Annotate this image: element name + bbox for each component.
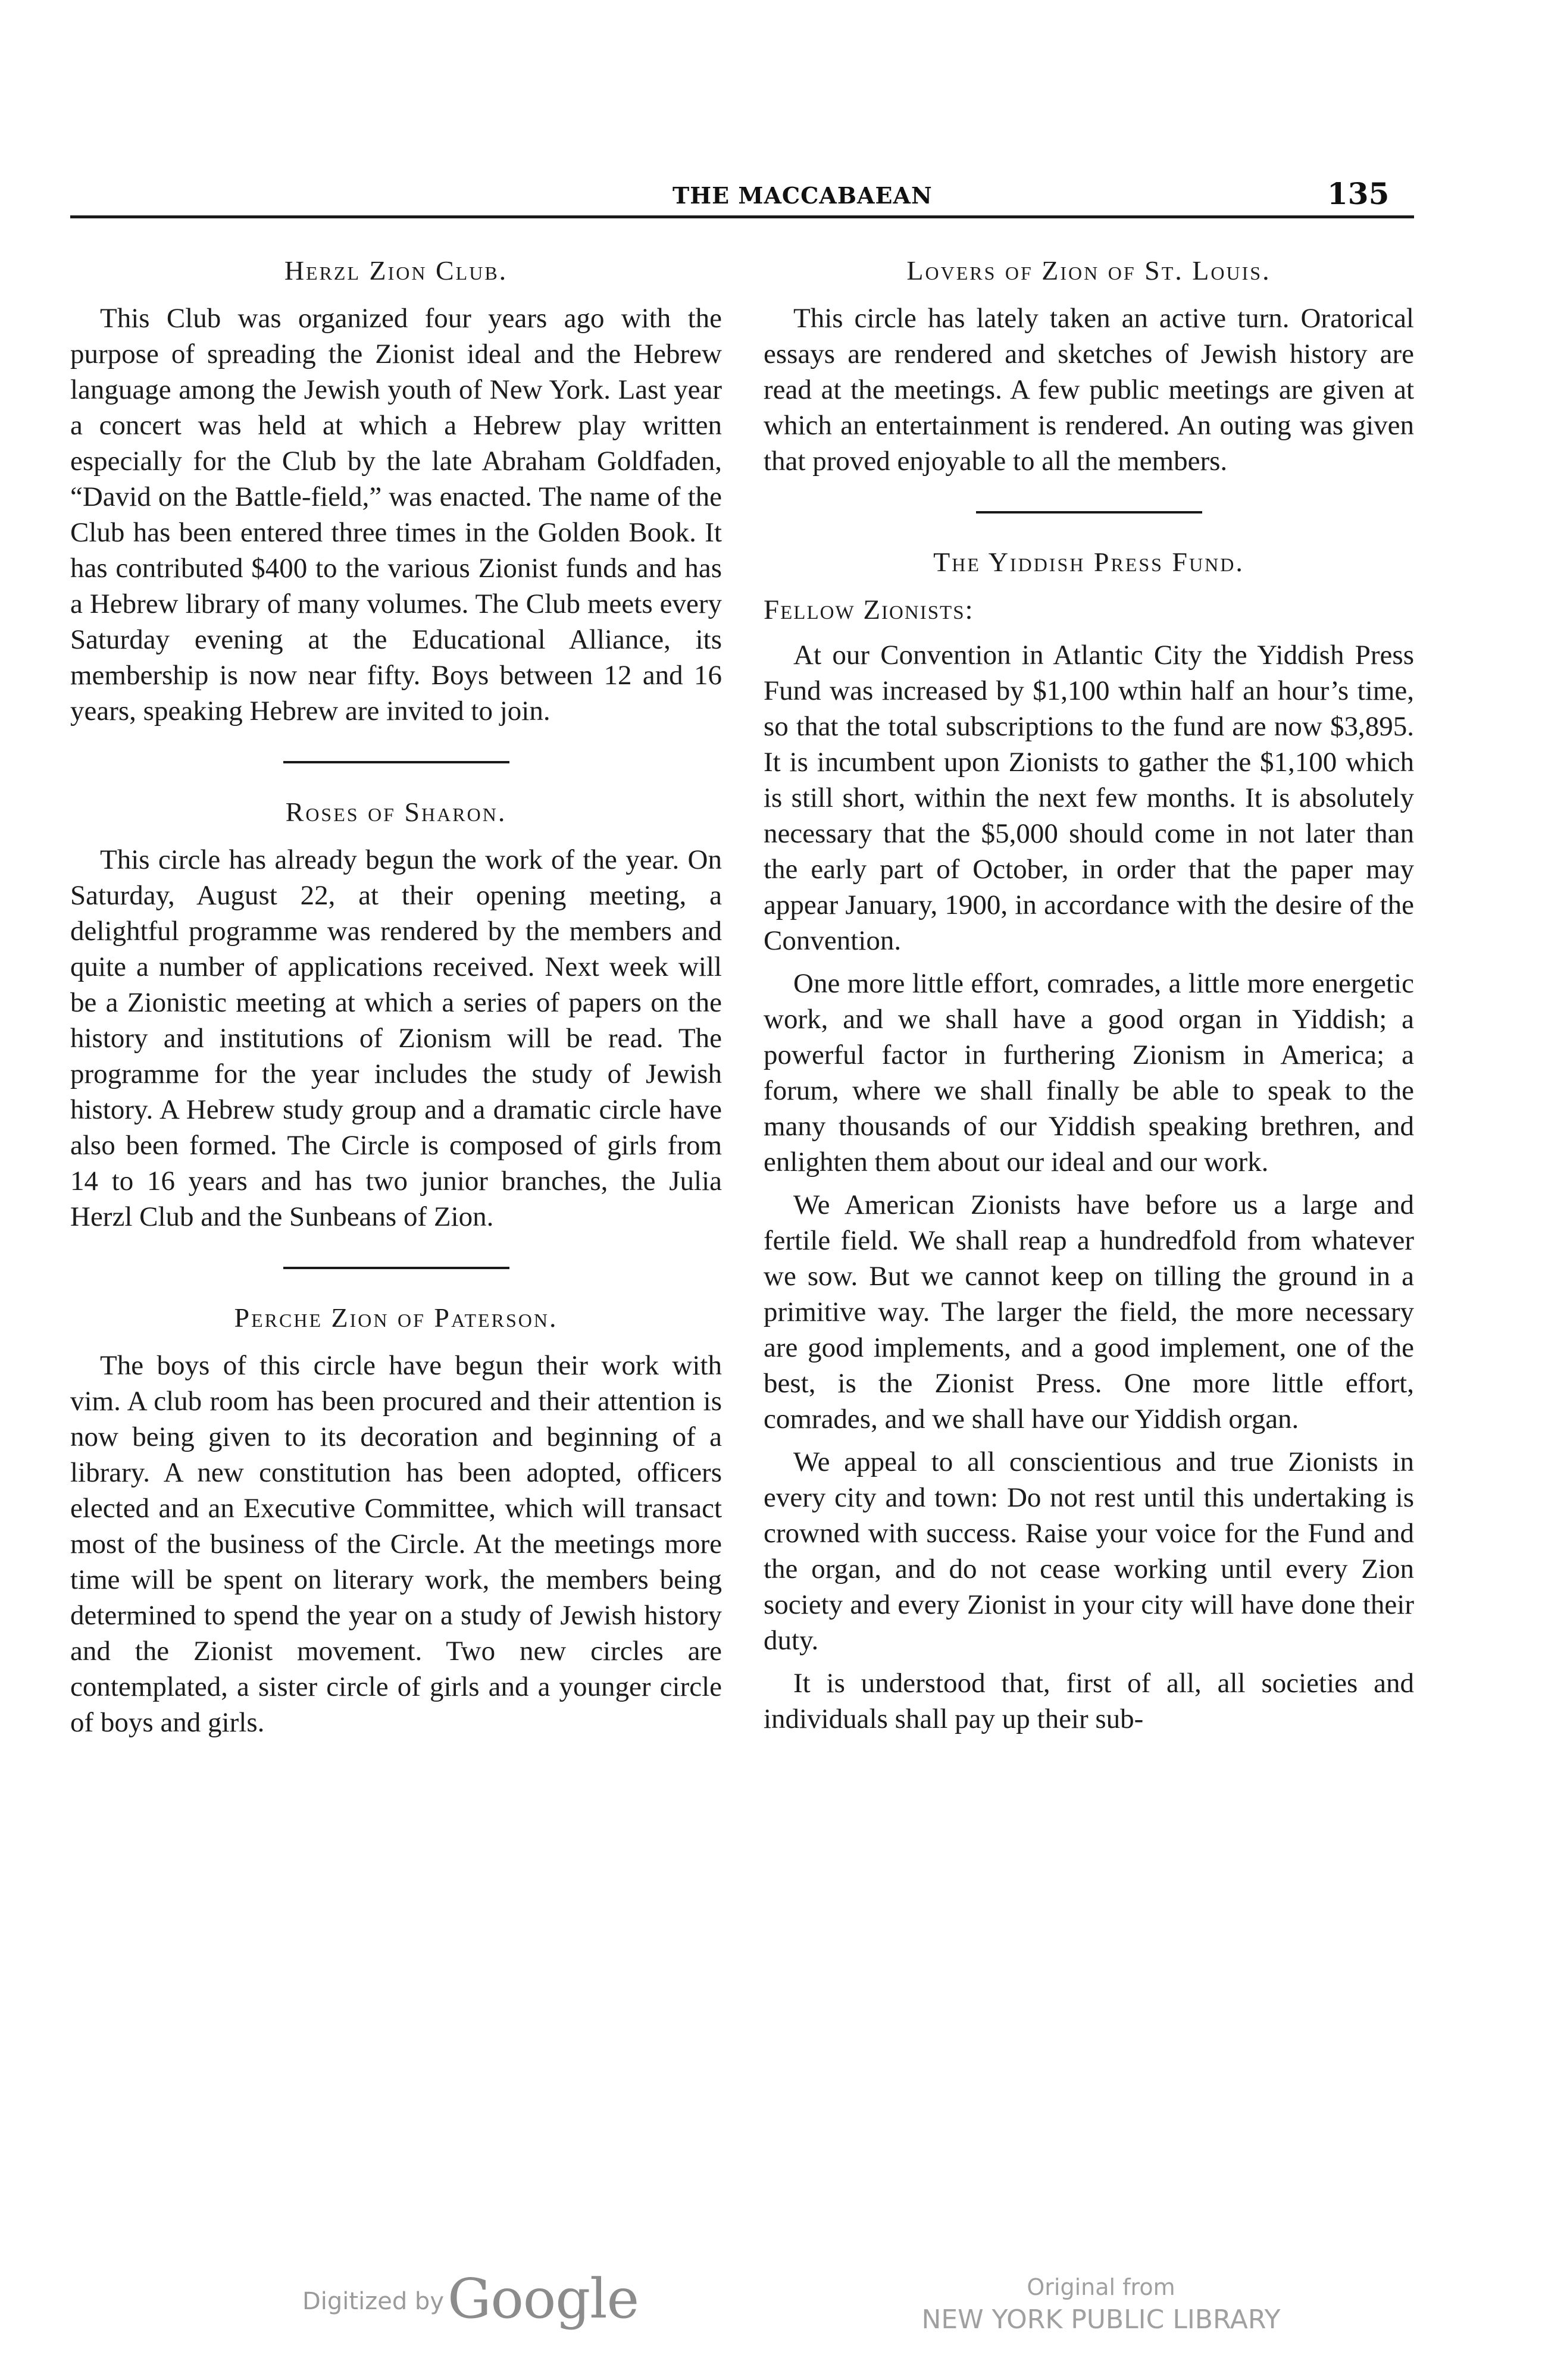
article-paragraph: The boys of this circle have begun their work with vim. A club room has been procured and their attention is now being given to its decoration and beginning of a library. A new constitution has been adopted, officers elected and an Executive Committee, which will transact most of the business of the Circle. At the meetings more time will be spent on literary work, the members being determined to spend the year on a study of Jewish history and the Zionist movement. Two new circles are contemplated, a sister circle of girls and a younger circle of boys and girls. [70, 1350, 722, 1738]
library-attribution [917, 2272, 1285, 2337]
article-paragraph: It is understood that, first of all, all societies and individuals shall pay up their sub- [764, 1668, 1414, 1734]
running-head: THE MACCABAEAN [673, 182, 933, 209]
section-divider [283, 1267, 509, 1269]
section-heading: Perche Zion of Paterson. [234, 1302, 558, 1333]
article-paragraph: We American Zionists have before us a large and fertile field. We shall reap a hundredfold from whatever we sow. But we cannot keep on tilling the ground in a primitive way. The larger the field, the more necessary are good implements, and a good implement, one of the best, is the Zionist Press. One more little effort, comrades, and we shall have our Yiddish organ. [764, 1189, 1414, 1435]
digitized-by-label: Digitized by [302, 2288, 444, 2315]
original-from-label: Original from [1027, 2274, 1175, 2300]
article-paragraph: This circle has already begun the work of the year. On Saturday, August 22, at their opening meeting, a delightful programme was rendered by the members and quite a number of applications received. Next week will be a Zionistic meeting at which a series of papers on the history and institutions of Zionism will be read. The programme for the year includes the study of Jewish history. A Hebrew study group and a dramatic circle have also been formed. The Circle is composed of girls from 14 to 16 years and has two junior branches, the Julia Herzl Club and the Sunbeans of Zion. [70, 844, 722, 1232]
header-rule [70, 215, 1414, 218]
salutation: Fellow Zionists: [764, 594, 974, 625]
google-logo: Google [448, 2267, 639, 2331]
section-heading: The Yiddish Press Fund. [933, 547, 1244, 577]
library-name: NEW YORK PUBLIC LIBRARY [921, 2304, 1281, 2335]
right-column [764, 253, 1414, 1744]
left-column [70, 253, 722, 1748]
article-paragraph: At our Convention in Atlantic City the Yiddish Press Fund was increased by $1,100 wthin half an hour’s time, so that the total subscriptions to the fund are now $3,895. It is incumbent upon Zionists to gather the $1,100 which is still short, within the next few months. It is absolutely necessary that the $5,000 should come in not later than the early part of October, in order that the paper may appear January, 1900, in accordance with the desire of the Convention. [764, 640, 1414, 956]
article-paragraph: This Club was organized four years ago with the purpose of spreading the Zionist ideal and the Hebrew language among the Jewish youth of New York. Last year a concert was held at which a Hebrew play written especially for the Club by the late Abraham Goldfaden, “David on the Battle-field,” was enacted. The name of the Club has been entered three times in the Golden Book. It has contributed $400 to the various Zionist funds and has a Hebrew library of many volumes. The Club meets every Saturday evening at the Educational Alliance, its membership is now near fifty. Boys between 12 and 16 years, speaking Hebrew are invited to join. [70, 303, 722, 726]
section-heading: Herzl Zion Club. [284, 255, 508, 286]
article-paragraph: One more little effort, comrades, a little more energetic work, and we shall have a good organ in Yiddish; a powerful factor in furthering Zionism in America; a forum, where we shall finally be able to speak to the many thousands of our Yiddish speaking brethren, and enlighten them about our ideal and our work. [764, 968, 1414, 1178]
page-number: 135 [1327, 176, 1390, 211]
section-divider [283, 761, 509, 763]
section-heading: Roses of Sharon. [285, 797, 507, 827]
article-paragraph: We appeal to all conscientious and true Zionists in every city and town: Do not rest until this undertaking is crowned with success. Raise your voice for the Fund and the organ, and do not cease working until every Zion society and every Zionist in your city will have done their duty. [764, 1446, 1414, 1656]
section-divider [976, 511, 1202, 513]
section-heading: Lovers of Zion of St. Louis. [906, 255, 1271, 286]
article-paragraph: This circle has lately taken an active turn. Oratorical essays are rendered and sketches of Jewish history are read at the meetings. A few public meetings are given at which an entertainment is rendered. An outing was given that proved enjoyable to all the members. [764, 303, 1414, 477]
